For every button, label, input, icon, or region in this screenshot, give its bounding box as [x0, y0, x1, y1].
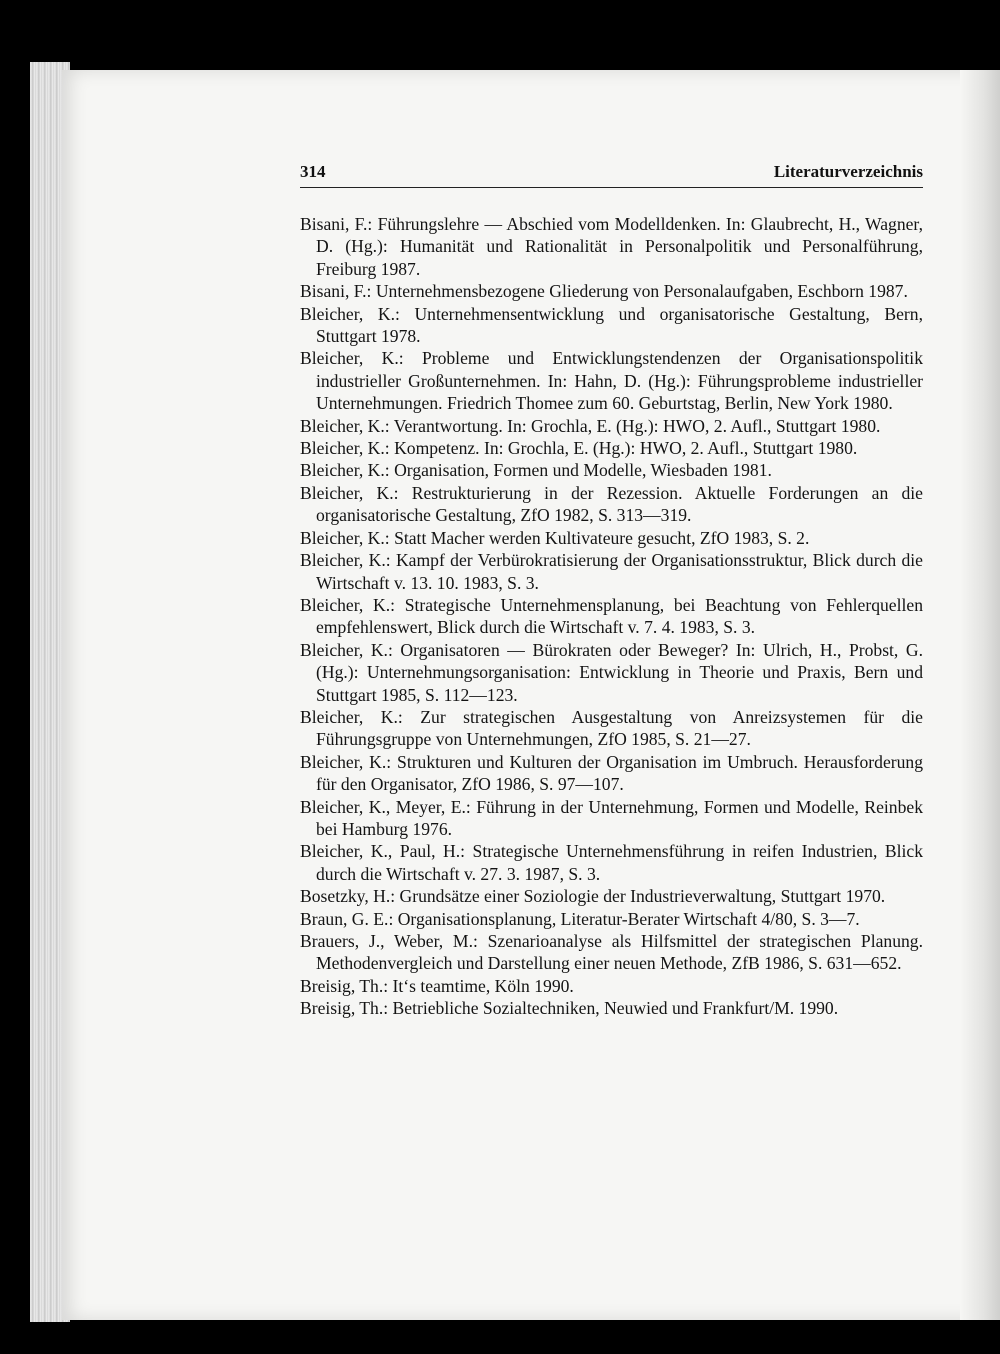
reference-entry: Bisani, F.: Unternehmensbezogene Gliederung von Personalaufgaben, Eschborn 1987.	[300, 281, 908, 302]
reference-entry: Bleicher, K., Meyer, E.: Führung in der Unternehmung, Formen und Modelle, Reinbek bei Hamburg 1976.	[300, 796, 923, 839]
reference-entry: Bleicher, K.: Organisatoren — Bürokraten oder Beweger? In: Ulrich, H., Probst, G. (Hg.): Unternehmungsorganisation: Entwicklung in Theorie und Praxis, Bern und Stuttgart 1985, S. 112—123.	[300, 639, 923, 705]
reference-entry: Bleicher, K.: Strategische Unternehmensplanung, bei Beachtung von Fehlerquellen empfehlenswert, Blick durch die Wirtschaft v. 7. 4. 1983, S. 3.	[300, 594, 923, 638]
reference-entry: Brauers, J., Weber, M.: Szenarioanalyse als Hilfsmittel der strategischen Planung. Methodenvergleich und Darstellung einer neuen Methode, ZfB 1986, S. 631—652.	[300, 931, 923, 974]
reference-list	[300, 213, 923, 1020]
page-curl-edge	[960, 70, 1000, 1320]
reference-entry: Bleicher, K.: Statt Macher werden Kultivateure gesucht, ZfO 1983, S. 2.	[300, 527, 810, 548]
reference-entry: Bisani, F.: Führungslehre — Abschied vom Modelldenken. In: Glaubrecht, H., Wagner, D. (Hg.): Humanität und Rationalität in Personalpolitik und Personalführung, Freiburg 1987.	[300, 214, 923, 279]
reference-entry: Breisig, Th.: It‘s teamtime, Köln 1990.	[300, 975, 574, 996]
reference-entry: Bleicher, K.: Verantwortung. In: Grochla, E. (Hg.): HWO, 2. Aufl., Stuttgart 1980.	[300, 415, 881, 436]
reference-entry: Bleicher, K.: Kompetenz. In: Grochla, E. (Hg.): HWO, 2. Aufl., Stuttgart 1980.	[300, 438, 858, 459]
reference-entry: Bosetzky, H.: Grundsätze einer Soziologie der Industrieverwaltung, Stuttgart 1970.	[300, 886, 886, 907]
reference-entry: Bleicher, K.: Zur strategischen Ausgestaltung von Anreizsystemen für die Führungsgruppe von Unternehmungen, ZfO 1985, S. 21—27.	[300, 706, 923, 750]
reference-entry: Bleicher, K.: Probleme und Entwicklungstendenzen der Organisationspolitik industrieller Großunternehmen. In: Hahn, D. (Hg.): Führungsprobleme industrieller Unternehmungen. Friedrich Thomee zum 60. Geburtstag, Berlin, New York 1980.	[300, 348, 923, 414]
reference-entry: Bleicher, K.: Unternehmensentwicklung und organisatorische Gestaltung, Bern, Stuttgart 1978.	[300, 303, 923, 347]
running-title: Literaturverzeichnis	[773, 162, 923, 181]
reference-entry: Bleicher, K.: Organisation, Formen und Modelle, Wiesbaden 1981.	[300, 460, 772, 481]
page-number: 314	[300, 162, 326, 181]
reference-entry: Braun, G. E.: Organisationsplanung, Literatur-Berater Wirtschaft 4/80, S. 3—7.	[300, 908, 860, 929]
reference-entry: Bleicher, K., Paul, H.: Strategische Unternehmensführung in reifen Industrien, Blick durch die Wirtschaft v. 27. 3. 1987, S. 3.	[300, 841, 923, 884]
reference-entry: Bleicher, K.: Restrukturierung in der Rezession. Aktuelle Forderungen an die organisatorische Gestaltung, ZfO 1982, S. 313—319.	[300, 482, 923, 526]
reference-entry: Bleicher, K.: Kampf der Verbürokratisierung der Organisationsstruktur, Blick durch die Wirtschaft v. 13. 10. 1983, S. 3.	[300, 550, 923, 593]
header-rule	[300, 187, 923, 188]
page-header	[300, 162, 923, 188]
reference-entry: Breisig, Th.: Betriebliche Sozialtechniken, Neuwied und Frankfurt/M. 1990.	[300, 998, 839, 1019]
reference-entry: Bleicher, K.: Strukturen und Kulturen der Organisation im Umbruch. Herausforderung für den Organisator, ZfO 1986, S. 97—107.	[300, 751, 923, 795]
